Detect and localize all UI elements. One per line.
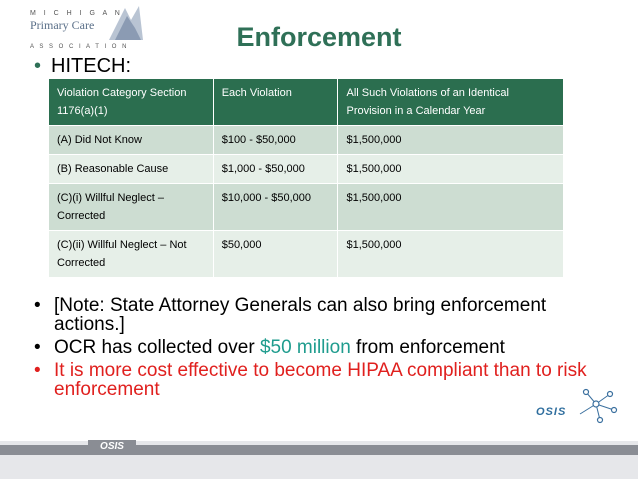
header-calendar-year: All Such Violations of an Identical Provision in a Calendar Year xyxy=(338,79,564,126)
header-violation-category: Violation Category Section 1176(a)(1) xyxy=(49,79,214,126)
table-cell: $10,000 - $50,000 xyxy=(213,184,338,231)
table-row xyxy=(49,126,564,155)
table-cell: $100 - $50,000 xyxy=(213,126,338,155)
hitech-label: HITECH: xyxy=(51,55,132,77)
table-row xyxy=(49,231,564,278)
ocr-amount-highlight: $50 million xyxy=(259,337,351,358)
ocr-text-after: from enforcement xyxy=(356,337,505,358)
logo-bottom-text: A S S O C I A T I O N xyxy=(30,44,129,50)
logo-main-text: Primary Care xyxy=(30,18,95,32)
table-cell: $1,500,000 xyxy=(338,155,564,184)
slide-title: Enforcement xyxy=(236,22,402,52)
table-cell: $1,000 - $50,000 xyxy=(213,155,338,184)
table-header-row xyxy=(49,79,564,126)
bullet-marker: • xyxy=(34,360,41,381)
ocr-text-before: OCR has collected over xyxy=(54,337,255,358)
header-each-violation: Each Violation xyxy=(213,79,338,126)
table-cell: $1,500,000 xyxy=(338,231,564,278)
logo-top-text: M I C H I G A N xyxy=(30,10,123,17)
osis-logo xyxy=(536,402,566,420)
table-row xyxy=(49,155,564,184)
osis-logo-text: OSIS xyxy=(536,406,567,418)
bullet-ocr xyxy=(34,338,594,357)
footer-osis-logo: OSIS xyxy=(88,440,136,454)
bullet-note xyxy=(34,296,594,334)
network-icon xyxy=(570,388,622,424)
table-cell: $50,000 xyxy=(213,231,338,278)
bullet-marker: • xyxy=(34,295,41,316)
table-row xyxy=(49,184,564,231)
table-cell: (A) Did Not Know xyxy=(49,126,214,155)
table-cell: (C)(i) Willful Neglect – Corrected xyxy=(49,184,214,231)
bullet-marker: • xyxy=(34,55,42,77)
table-cell: $1,500,000 xyxy=(338,126,564,155)
ocr-text xyxy=(54,338,505,357)
table-cell: (B) Reasonable Cause xyxy=(49,155,214,184)
note-text: [Note: State Attorney Generals can also bring enforcement actions.] xyxy=(54,295,547,335)
bullet-list xyxy=(34,296,594,403)
bullet-cost xyxy=(34,361,594,399)
penalty-table xyxy=(48,78,564,278)
cost-text: It is more cost effective to become HIPAA compliant than to risk enforcement xyxy=(54,360,587,400)
table-cell: (C)(ii) Willful Neglect – Not Corrected xyxy=(49,231,214,278)
hitech-bullet xyxy=(34,56,131,77)
bullet-marker: • xyxy=(34,337,41,358)
table-cell: $1,500,000 xyxy=(338,184,564,231)
